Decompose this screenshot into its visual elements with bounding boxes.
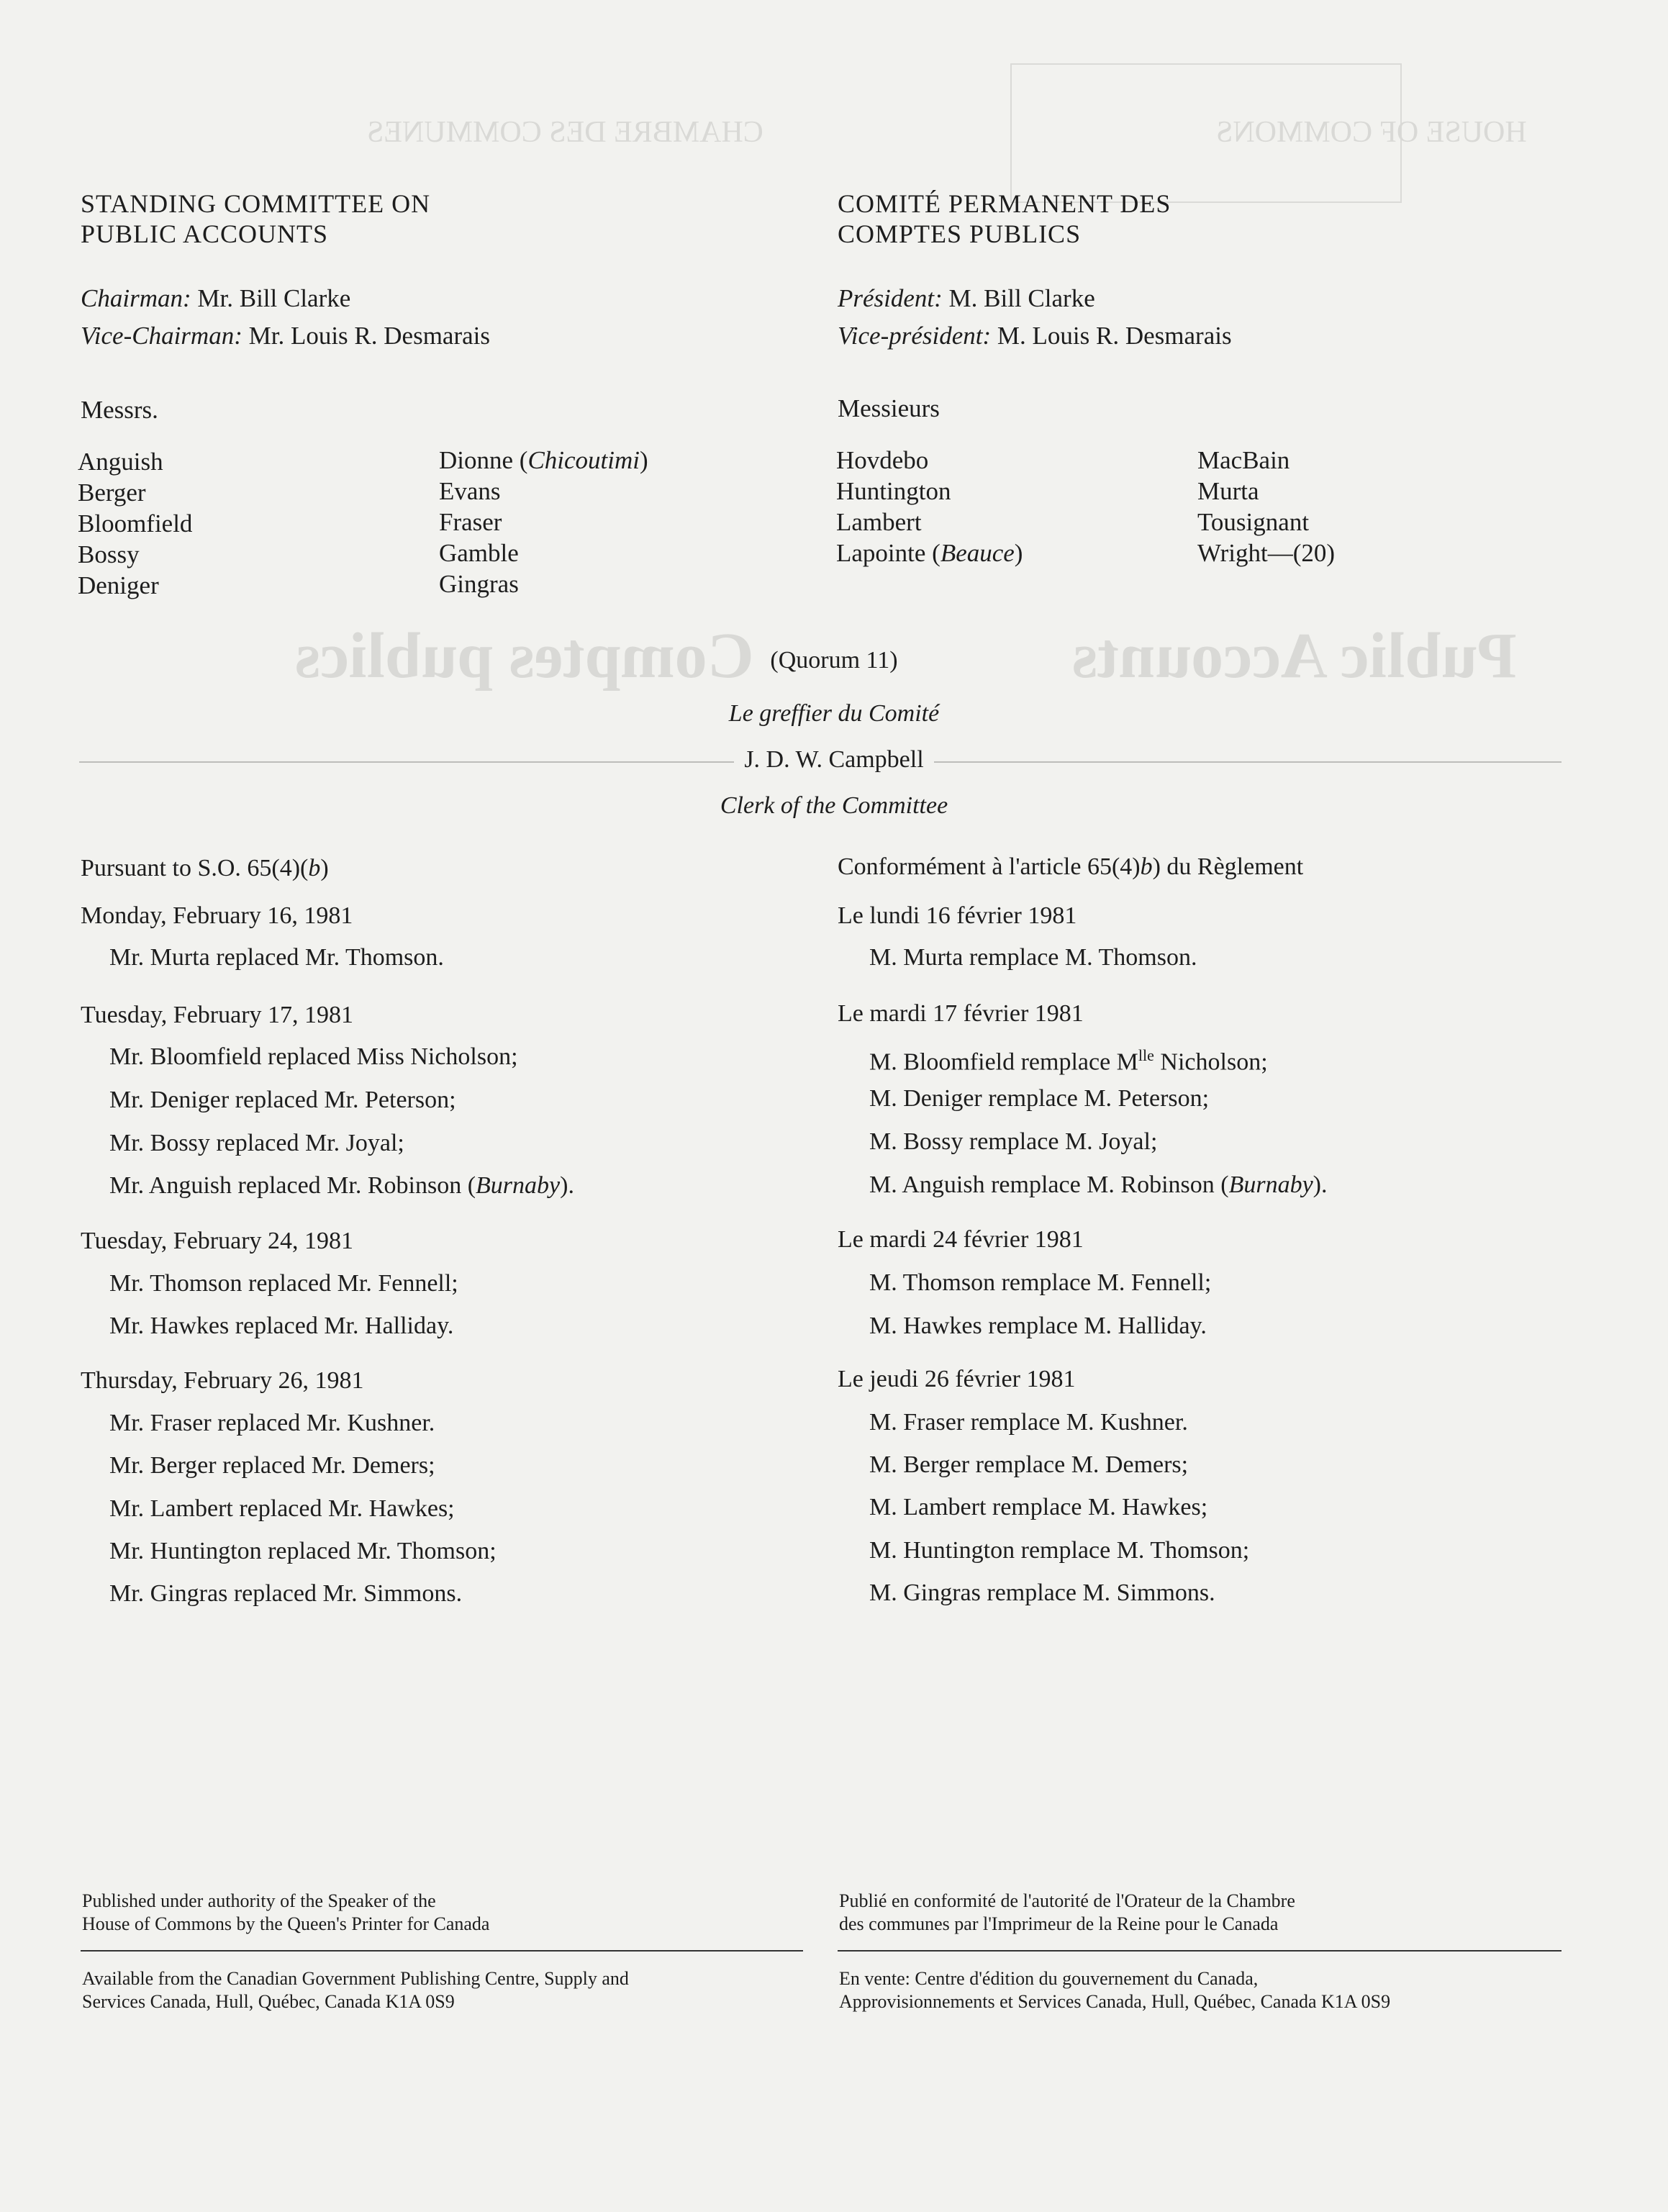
member-name: Fraser [439,508,502,536]
role-label: Vice-président: [838,322,992,350]
availability-notice-en [82,1967,629,2013]
replacement-en: Mr. Hawkes replaced Mr. Halliday. [109,1313,454,1339]
change-date-fr: Le lundi 16 février 1981 [838,902,1077,929]
replacement-en: Mr. Gingras replaced Mr. Simmons. [109,1580,463,1607]
replacement-en: Mr. Deniger replaced Mr. Peterson; [109,1087,456,1113]
person-name: M. Bill Clarke [942,284,1095,312]
clerk-name [0,745,1668,774]
replacement-fr: M. Fraser remplace M. Kushner. [869,1409,1188,1436]
person-name: M. Louis R. Desmarais [991,322,1232,350]
footer-divider-right [838,1950,1562,1952]
member-list-col4 [1197,445,1335,568]
role-label: Vice-Chairman: [81,322,243,350]
replacement-fr: M. Bloomfield remplace $M^{lle}$ Nicholson; [869,1046,1268,1076]
replacement-fr: M. Deniger remplace M. Peterson; [869,1085,1210,1112]
replacement-fr: M. Anguish remplace M. Robinson (Burnaby). [869,1171,1328,1198]
chairman-fr [838,283,1557,314]
notice-line: Available from the Canadian Government Publishing Centre, Supply and [82,1968,629,1989]
member-name: Gingras [439,570,519,598]
change-date-fr: Le mardi 24 février 1981 [838,1226,1084,1253]
notice-line: Publié en conformité de l'autorité de l'Orateur de la Chambre [839,1890,1295,1911]
quorum: (Quorum 11) [770,647,898,674]
change-date-fr: Le mardi 17 février 1981 [838,1000,1084,1027]
member-surname: Lapointe [836,539,926,567]
notice-line: Services Canada, Hull, Québec, Canada K1A 0S9 [82,1991,455,2012]
member-name: Huntington [836,477,951,505]
header-line: PUBLIC ACCOUNTS [81,219,329,248]
header-line: COMPTES PUBLICS [838,219,1082,248]
chairman-en [81,283,800,314]
member-name: Lambert [836,508,922,536]
vice-chairman-en [81,320,800,352]
members-label-fr: Messieurs [838,394,940,422]
published-notice-en [82,1890,489,1936]
member-name: Bloomfield [78,509,193,538]
riding-name: Chicoutimi [527,446,640,474]
member-name: Deniger [78,571,159,599]
role-label: Président: [838,284,943,312]
role-label: Chairman: [81,284,191,312]
change-date-en: Tuesday, February 17, 1981 [81,1002,354,1028]
notice-line: En vente: Centre d'édition du gouvernement du Canada, [839,1968,1259,1989]
bleed-through-text: HOUSE OF COMMONS [1216,116,1527,149]
committee-name-fr [838,189,1557,249]
committee-name-en [81,189,800,249]
replacement-en: Mr. Berger replaced Mr. Demers; [109,1452,435,1479]
replacement-en: Mr. Bossy replaced Mr. Joyal; [109,1130,404,1156]
bleed-through-title: Public Accounts [1072,620,1517,692]
replacement-en: Mr. Thomson replaced Mr. Fennell; [109,1270,458,1297]
member-name: Evans [439,477,501,505]
replacement-fr: M. Berger remplace M. Demers; [869,1451,1189,1478]
replacement-en: Mr. Anguish replaced Mr. Robinson (Burnaby). [109,1172,574,1199]
change-date-en: Thursday, February 26, 1981 [81,1367,364,1394]
pursuant-fr: Conformément à l'article 65(4)b) du Règlement [838,853,1304,880]
notice-line: House of Commons by the Queen's Printer for Canada [82,1913,490,1934]
header-line: STANDING COMMITTEE ON [81,189,431,218]
bleed-through-title: Comptes publics [295,620,754,692]
notice-line: des communes par l'Imprimeur de la Reine pour le Canada [839,1913,1279,1934]
replacement-fr: M. Huntington remplace M. Thomson; [869,1537,1250,1564]
bleed-through-text: CHAMBRE DES COMMUNES [367,116,763,149]
change-date-en: Monday, February 16, 1981 [81,902,353,929]
published-notice-fr [839,1890,1295,1936]
member-name: Lapointe (Beauce) [836,539,1023,567]
riding-name: Beauce [940,539,1015,567]
replacement-fr: M. Bossy remplace M. Joyal; [869,1128,1158,1155]
replacement-en: Mr. Murta replaced Mr. Thomson. [109,944,444,971]
replacement-fr: M. Gingras remplace M. Simmons. [869,1579,1215,1606]
member-name: Wright—(20) [1197,539,1336,567]
pursuant-en: Pursuant to S.O. 65(4)(b) [81,855,329,881]
notice-line: Approvisionnements et Services Canada, Hull, Québec, Canada K1A 0S9 [839,1991,1391,2012]
replacement-fr: M. Hawkes remplace M. Halliday. [869,1313,1207,1339]
member-name: Berger [78,479,146,507]
notice-line: Published under authority of the Speaker of the [82,1890,436,1911]
member-name: Dionne (Chicoutimi) [439,446,648,474]
member-name: Murta [1197,477,1259,505]
vice-chairman-fr [838,320,1557,352]
replacement-en: Mr. Fraser replaced Mr. Kushner. [109,1410,435,1436]
member-name: Gamble [439,539,519,567]
replacement-fr: M. Murta remplace M. Thomson. [869,944,1197,971]
member-name: MacBain [1197,446,1290,474]
member-list-col3 [836,445,1023,568]
replacement-fr: M. Lambert remplace M. Hawkes; [869,1494,1208,1520]
member-list-col2 [439,445,648,599]
member-name: Bossy [78,540,140,568]
replacement-en: Mr. Bloomfield replaced Miss Nicholson; [109,1043,518,1070]
change-date-fr: Le jeudi 26 février 1981 [838,1366,1076,1392]
change-date-en: Tuesday, February 24, 1981 [81,1228,354,1254]
clerk-name-text: J. D. W. Campbell [734,746,933,773]
replacement-en: Mr. Huntington replaced Mr. Thomson; [109,1538,497,1564]
person-name: Mr. Bill Clarke [191,284,351,312]
replacement-en: Mr. Lambert replaced Mr. Hawkes; [109,1495,455,1522]
person-name: Mr. Louis R. Desmarais [242,322,490,350]
replacement-fr: M. Thomson remplace M. Fennell; [869,1269,1212,1296]
member-name: Tousignant [1197,508,1310,536]
member-surname: Dionne [439,446,514,474]
members-label-en: Messrs. [81,396,158,424]
availability-notice-fr [839,1967,1390,2013]
member-name: Hovdebo [836,446,929,474]
clerk-title-fr: Le greffier du Comité [728,700,940,727]
footer-divider-left [81,1950,803,1952]
header-line: COMITÉ PERMANENT DES [838,189,1171,218]
member-list-col1 [78,446,192,601]
clerk-title-en: Clerk of the Committee [720,792,948,819]
member-name: Anguish [78,448,163,476]
